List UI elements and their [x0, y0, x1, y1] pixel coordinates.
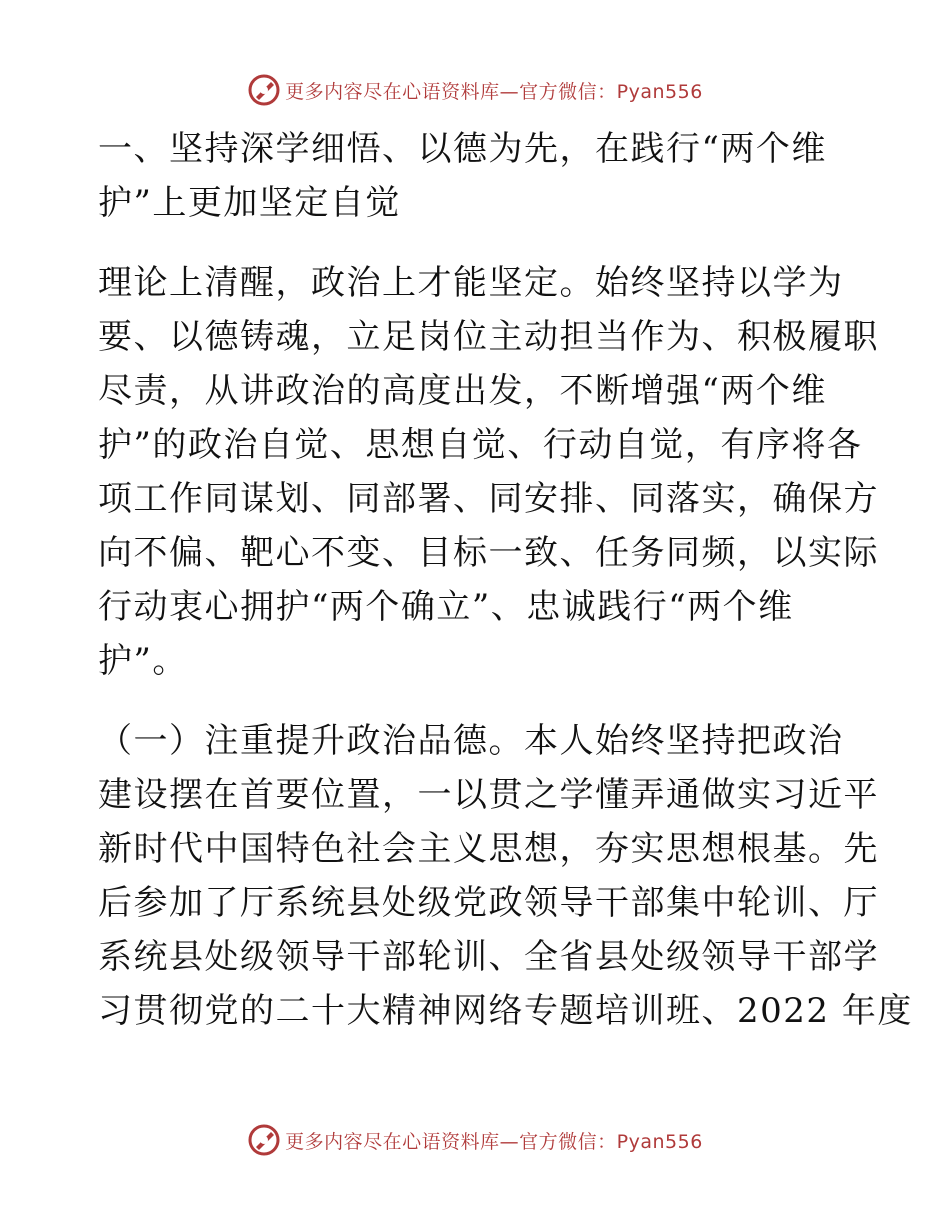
- paragraph-line: 系统县处级领导干部轮训、全省县处级领导干部学: [98, 937, 879, 977]
- section-heading: [98, 122, 858, 230]
- paragraph-line: 习贯彻党的二十大精神网络专题培训班、2022 年度: [98, 991, 913, 1031]
- paragraph-line: 建设摆在首要位置，一以贯之学懂弄通做实习近平: [98, 775, 879, 815]
- watermark-text: 更多内容尽在心语资料库—官方微信：Pyan556: [285, 1130, 703, 1153]
- paragraph-line: 理论上清醒，政治上才能坚定。始终坚持以学为: [98, 263, 844, 303]
- document-body: [98, 122, 913, 1038]
- paragraph-line: 项工作同谋划、同部署、同安排、同落实，确保方: [98, 479, 879, 519]
- heading-line: 护”上更加坚定自觉: [98, 183, 401, 223]
- paragraph-line: 行动衷心拥护“两个确立”、忠诚践行“两个维: [98, 587, 794, 627]
- header-watermark-banner: [0, 70, 950, 110]
- paragraph-line: 新时代中国特色社会主义思想，夯实思想根基。先: [98, 829, 879, 869]
- paragraph-line: （一）注重提升政治品德。本人始终坚持把政治: [98, 721, 844, 761]
- paragraph-line: 向不偏、靶心不变、目标一致、任务同频，以实际: [98, 533, 879, 573]
- watermark-text: 更多内容尽在心语资料库—官方微信：Pyan556: [285, 80, 703, 103]
- paragraph-political-virtue: [98, 714, 913, 1038]
- paragraph-line: 尽责，从讲政治的高度出发，不断增强“两个维: [98, 371, 827, 411]
- paragraph-theory: [98, 256, 879, 688]
- paragraph-line: 护”。: [98, 641, 188, 681]
- logo-icon: [247, 73, 281, 107]
- paragraph-line: 后参加了厅系统县处级党政领导干部集中轮训、厅: [98, 883, 879, 923]
- paragraph-line: 护”的政治自觉、思想自觉、行动自觉，有序将各: [98, 425, 863, 465]
- logo-icon: [247, 1123, 281, 1157]
- footer-watermark-banner: [0, 1120, 950, 1160]
- heading-line: 一、坚持深学细悟、以德为先，在践行“两个维: [98, 129, 827, 169]
- paragraph-line: 要、以德铸魂，立足岗位主动担当作为、积极履职: [98, 317, 879, 357]
